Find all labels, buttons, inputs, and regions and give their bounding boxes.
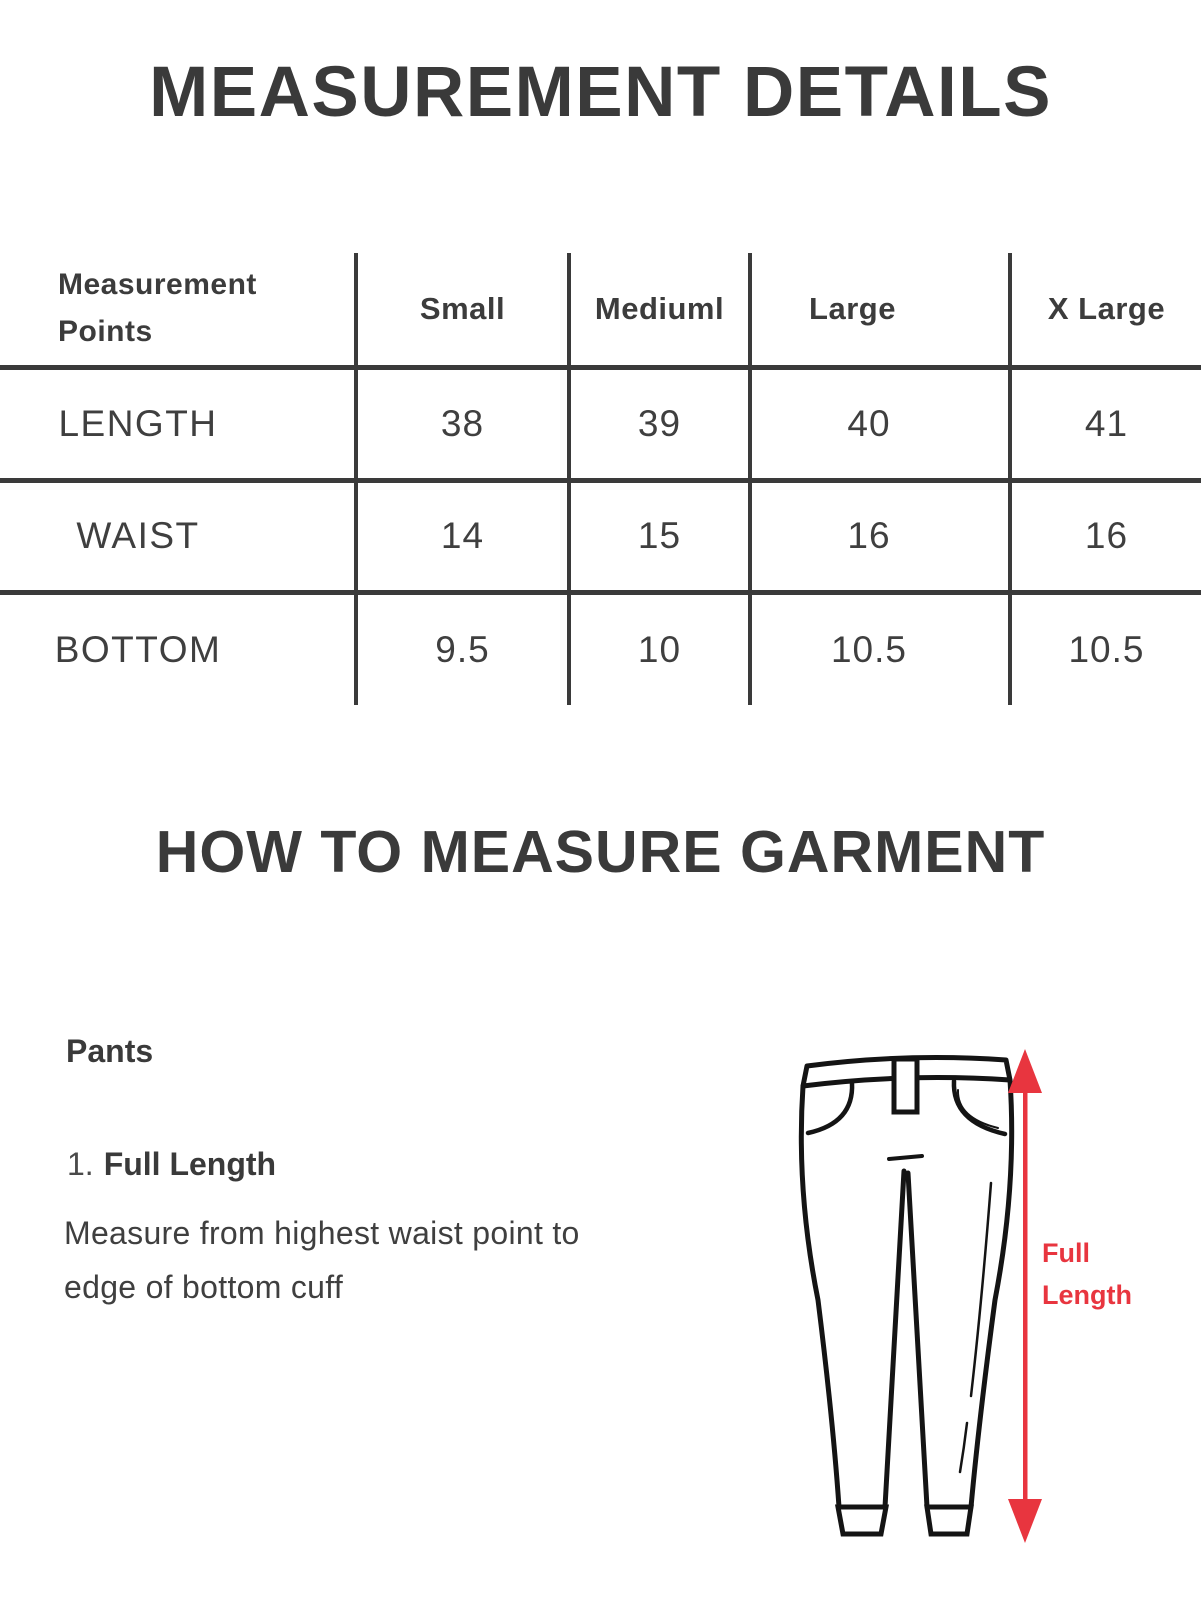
table-row-waist	[0, 480, 1201, 592]
left-cuff	[838, 1507, 886, 1534]
row-label-length: LENGTH	[0, 367, 356, 480]
arrow-head-up	[1008, 1049, 1042, 1093]
right-cuff	[927, 1507, 971, 1534]
diagram-label-length: Length	[1042, 1280, 1132, 1310]
row-label-bottom: BOTTOM	[0, 592, 356, 705]
cell-length-xlarge: 41	[1010, 367, 1201, 480]
pants-diagram	[780, 1040, 1160, 1560]
table-header-row	[0, 253, 1201, 367]
column-header-medium: Mediuml	[569, 253, 750, 367]
left-pocket-curve	[808, 1083, 852, 1133]
cell-waist-large: 16	[750, 480, 1010, 592]
column-header-measurement-points: Measurement Points	[0, 253, 356, 367]
column-header-xlarge: X Large	[1010, 253, 1201, 367]
cell-waist-small: 14	[356, 480, 569, 592]
step-heading	[67, 1146, 276, 1183]
garment-name: Pants	[66, 1033, 154, 1069]
row-label-waist: WAIST	[0, 480, 356, 592]
cell-bottom-xlarge: 10.5	[1068, 628, 1145, 670]
cell-bottom-small: 9.5	[356, 592, 569, 705]
cell-length-large: 40	[750, 367, 1010, 480]
column-header-large: Large	[750, 253, 1010, 367]
belt-loop	[894, 1059, 917, 1112]
cell-waist-xlarge: 16	[1010, 480, 1201, 592]
page-title: MEASUREMENT DETAILS	[149, 53, 1052, 132]
pants-outline	[801, 1058, 1011, 1534]
step-description-line2: edge of bottom cuff	[64, 1269, 344, 1305]
cell-waist-medium: 15	[569, 480, 750, 592]
step-description-line1: Measure from highest waist point to	[64, 1215, 580, 1251]
table-row-length	[0, 367, 1201, 480]
cell-bottom-large: 10.5	[750, 592, 1010, 705]
table-row-bottom	[0, 592, 1201, 705]
step-number: 1.	[67, 1146, 94, 1182]
measurement-table	[0, 253, 1201, 705]
diagram-label-full: Full	[1042, 1238, 1090, 1268]
cell-bottom-medium: 10	[569, 592, 750, 705]
cell-length-medium: 39	[569, 367, 750, 480]
section-title-how-to-measure: HOW TO MEASURE GARMENT	[155, 819, 1046, 885]
column-header-small: Small	[356, 253, 569, 367]
arrow-head-down	[1008, 1499, 1042, 1543]
step-description	[64, 1206, 580, 1314]
cell-length-small: 38	[356, 367, 569, 480]
step-title: Full Length	[103, 1146, 277, 1182]
